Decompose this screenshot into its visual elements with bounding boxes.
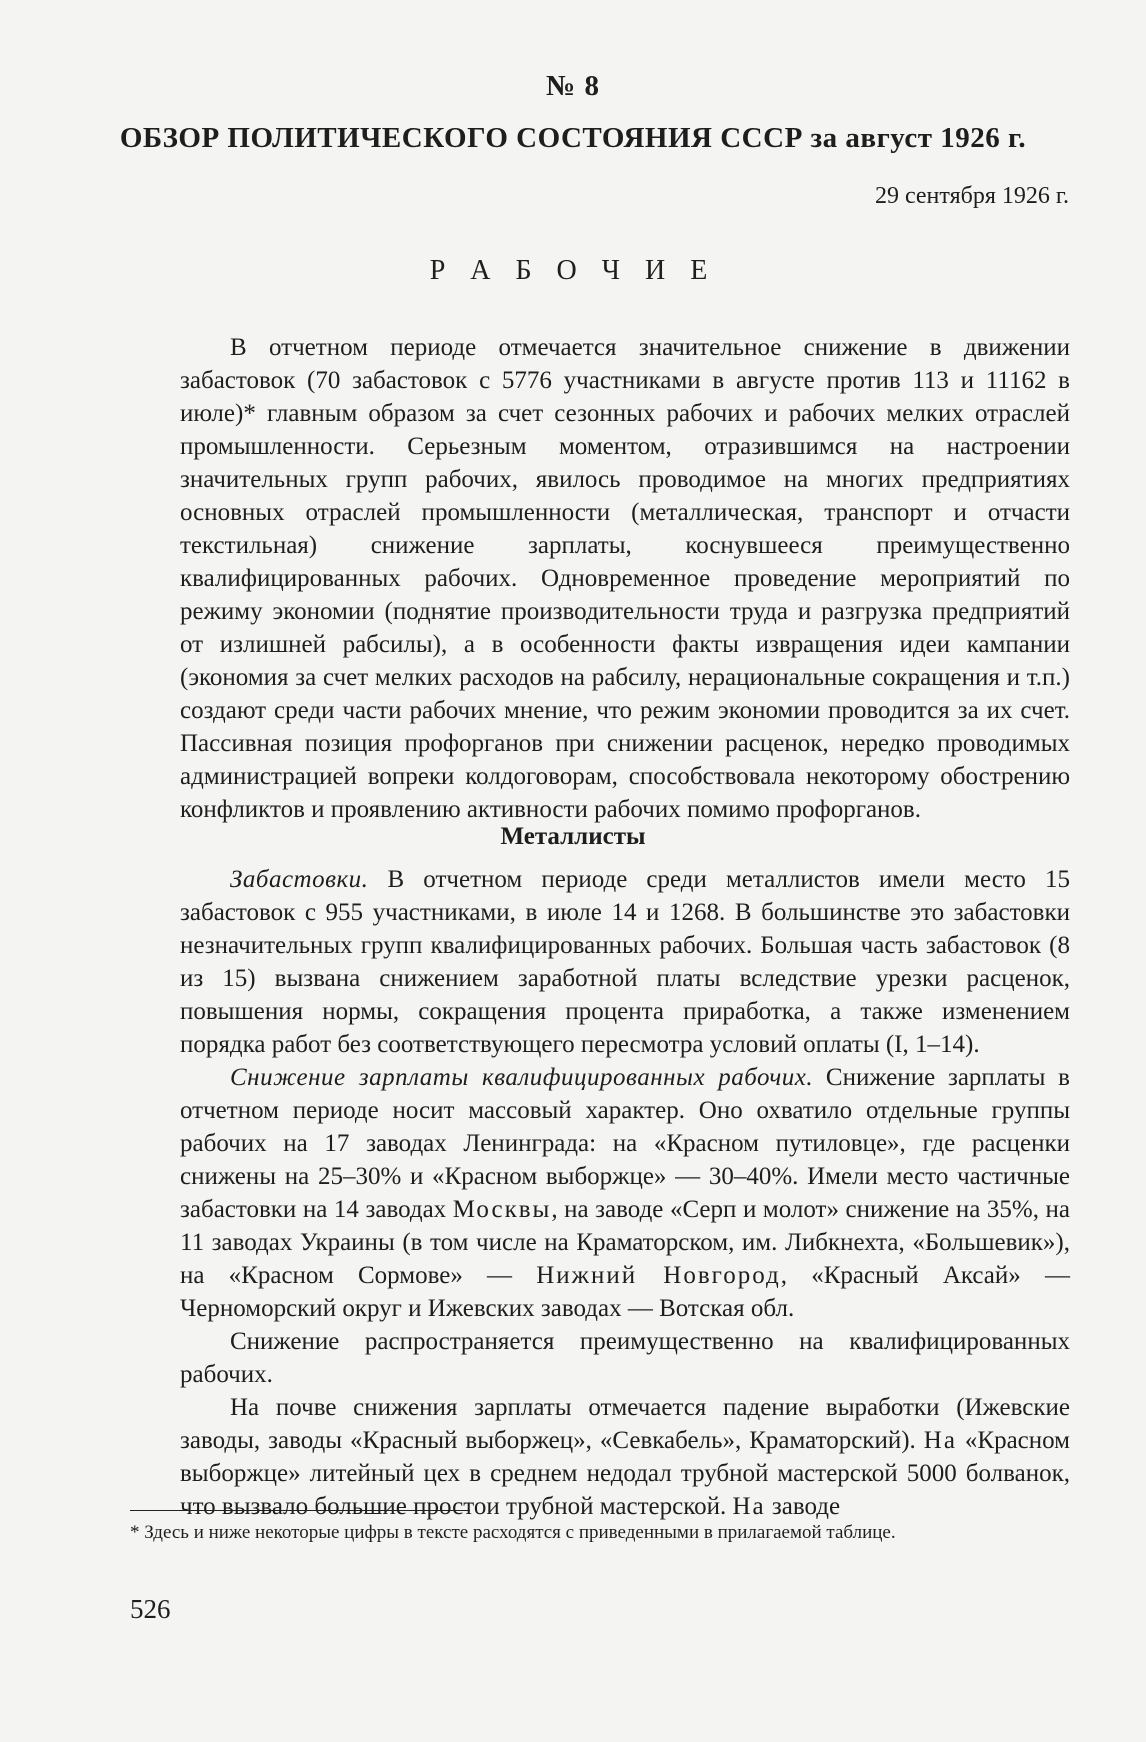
- paragraph-spread: Снижение распространяется преимущественно на квалифицированных рабочих.: [180, 1328, 1070, 1388]
- output-text-a: На почве снижения зарплаты отмечается падение выработки (Ижевские заводы, заводы «Красный выборжец», «Севкабель», Краматорский).: [180, 1394, 1070, 1454]
- strikes-label: Забастовки.: [230, 866, 369, 893]
- metalworkers-text-block: [180, 863, 1070, 1523]
- wage-label: Снижение зарплаты квалифицированных рабочих.: [230, 1064, 814, 1091]
- output-text-c: заводе: [765, 1493, 841, 1520]
- wage-moscow: Москвы: [452, 1196, 552, 1223]
- section-heading: Р А Б О Ч И Е: [429, 255, 717, 286]
- document-title: ОБЗОР ПОЛИТИЧЕСКОГО СОСТОЯНИЯ СССР за август 1926 г.: [119, 122, 1027, 154]
- paragraph-output: [180, 1391, 1070, 1523]
- strikes-text: В отчетном периоде среди металлистов имели место 15 забастовок с 955 участниками, в июле 14 и 1268. В большинстве это забастовки незначительных групп квалифицированных рабочих. Большая часть забастовок (8 из 15) вызвана снижением заработной платы вследствие урезки расценок, повышения нормы, сокращения процента приработка, а также изменением порядка работ без соответствующего пересмотра условий оплаты (I, 1–14).: [180, 866, 1070, 1058]
- output-na-1: На: [923, 1427, 957, 1454]
- wage-text-a: Снижение зарплаты в отчетном периоде носит массовый характер. Оно охватило отдельные группы рабочих на 17 заводах Ленинграда: на «Красном путиловце», где расценки снижены на 25–30% и «Красном выборжце» — 30–40%. Имели место частичные забастовки на 14 заводах: [180, 1064, 1070, 1223]
- intro-text-block: [180, 331, 1070, 826]
- document-number: № 8: [546, 70, 600, 102]
- paragraph-wage-cuts: [180, 1061, 1070, 1325]
- wage-nizhny: Нижний Новгород: [536, 1262, 781, 1289]
- paragraph-intro: В отчетном периоде отмечается значительное снижение в движении забастовок (70 забастовок с 5776 участниками в августе против 113 и 11162 в июле)* главным образом за счет сезонных рабочих и рабочих мелких отраслей промышленности. Серьезным моментом, отразившимся на настроении значительных групп рабочих, явилось проводимое на многих предприятиях основных отраслей промышленности (металлическая, транспорт и отчасти текстильная) снижение зарплаты, коснувшееся преимущественно квалифицированных рабочих. Одновременное проведение мероприятий по режиму экономии (поднятие производительности труда и разгрузка предприятий от излишней рабсилы), а в особенности факты извращения идеи кампании (экономия за счет мелких расходов на рабсилу, нерациональные сокращения и т.п.) создают среди части рабочих мнение, что режим экономии проводится за их счет. Пассивная позиция профорганов при снижении расценок, нередко проводимых администрацией вопреки колдоговорам, способствовала некоторому обострению конфликтов и проявлению активности рабочих помимо профорганов.: [180, 334, 1070, 823]
- wage-text-c: , «Красный Аксай» — Черноморский округ и Ижевских заводах — Вотская обл.: [180, 1262, 1070, 1322]
- document-date: 29 сентября 1926 г.: [874, 183, 1069, 209]
- output-text-b: «Красном выборжце» литейный цех в среднем недодал трубной мастерской 5000 болванок, что вызвало большие простои трубной мастерской.: [180, 1427, 1070, 1520]
- output-na-2: На: [732, 1493, 766, 1520]
- wage-text-b: , на заводе «Серп и молот» снижение на 35%, на 11 заводах Украины (в том числе на Краматорском, им. Либкнехта, «Большевик»), на «Красном Сормове» —: [180, 1196, 1070, 1289]
- footnote-divider: [130, 1510, 470, 1511]
- footnote: * Здесь и ниже некоторые цифры в тексте расходятся с приведенными в прилагаемой таблице.: [130, 1522, 896, 1543]
- subsection-heading: Металлисты: [500, 823, 646, 850]
- page-number: 526: [130, 1594, 171, 1624]
- paragraph-strikes: [180, 863, 1070, 1061]
